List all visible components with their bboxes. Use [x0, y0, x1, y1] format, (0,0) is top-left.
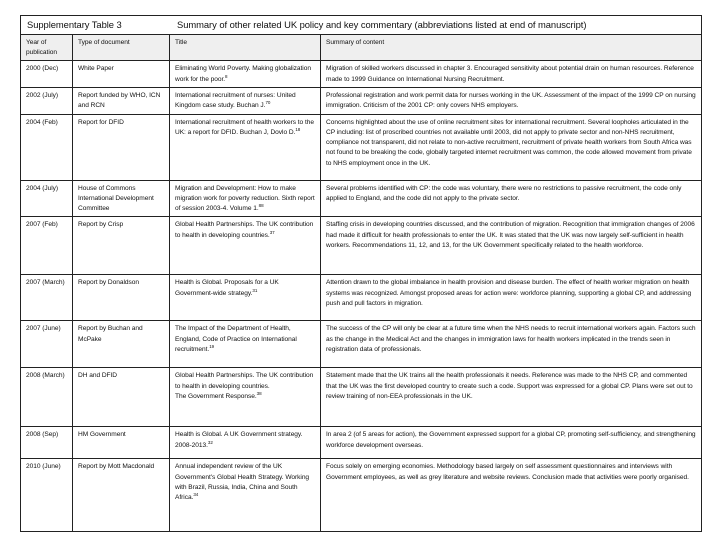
- reference-superscript: 8: [225, 73, 228, 79]
- reference-superscript: 37: [269, 229, 275, 235]
- cell-summary: Staffing crisis in developing countries discussed, and the contribution of migration. Recognition that immigration changes of 2006 had made it difficult for health professionals to enter the UK. It was stated that the UK was now largely self-sufficient in health workers. Recommendations 11, 12, and 13, for the UK Government specifically related to the health workforce.: [321, 217, 702, 275]
- cell-title: Annual independent review of the UK Government's Global Health Strategy. Working with Brazil, Russia, India, China and South Africa.$^{34}$: [170, 459, 321, 532]
- cell-year: 2004 (July): [21, 180, 73, 217]
- cell-title: International recruitment of nurses: United Kingdom case study. Buchan J.$^{70}$: [170, 87, 321, 114]
- table-row: [21, 459, 702, 532]
- cell-summary: In area 2 (of 5 areas for action), the Government expressed support for a global CP, promoting self-sufficiency, and strengthening workforce development overseas.: [321, 427, 702, 459]
- table-row: [21, 61, 702, 87]
- cell-type: Report for DFID: [73, 114, 170, 180]
- cell-summary: Focus solely on emerging economies. Methodology based largely on self assessment questionnaires and interviews with Government employees, as well as grey literature and website reviews. Conclusion made that activities were poorly organised.: [321, 459, 702, 532]
- cell-type: DH and DFID: [73, 368, 170, 427]
- cell-type: House of Commons International Development Committee: [73, 180, 170, 217]
- header-year: Year of publication: [21, 35, 73, 61]
- table-row: [21, 114, 702, 180]
- cell-year: 2008 (Sep): [21, 427, 73, 459]
- header-type: Type of document: [73, 35, 170, 61]
- cell-year: 2008 (March): [21, 368, 73, 427]
- cell-title: Global Health Partnerships. The UK contribution to health in developing countries.$^{37}$: [170, 217, 321, 275]
- reference-superscript: 70: [265, 100, 271, 106]
- reference-superscript: 38: [256, 390, 262, 396]
- cell-year: 2007 (March): [21, 275, 73, 321]
- cell-type: White Paper: [73, 61, 170, 87]
- table-row: [21, 321, 702, 368]
- cell-year: 2010 (June): [21, 459, 73, 532]
- cell-summary: Concerns highlighted about the use of online recruitment sites for international recruitment. Several loopholes articulated in the CP including: list of proscribed countries not available until 2003, did not apply to private sector and non-NHS recruitment, compliance not transparent, did not relate to non-active recruitment, recruitment of private health workers from South Africa was not found to be breaking the code, globally targeted internet recruitment was common, the code allowed movement from private to NHS employment once in the UK.: [321, 114, 702, 180]
- header-summary: Summary of content: [321, 35, 702, 61]
- reference-superscript: 19: [209, 343, 215, 349]
- cell-title: Health is Global. Proposals for a UK Government-wide strategy.$^{31}$: [170, 275, 321, 321]
- cell-title: Eliminating World Poverty. Making globalization work for the poor.$^8$: [170, 61, 321, 87]
- table-row: [21, 87, 702, 114]
- table-caption: Summary of other related UK policy and key commentary (abbreviations listed at end of manuscript): [177, 19, 587, 30]
- cell-summary: Professional registration and work permit data for nurses working in the UK. Assessment of the impact of the 1999 CP on nursing immigration. Criticism of the 2001 CP: only covers NHS employers.: [321, 87, 702, 114]
- table-title-row: [21, 16, 702, 35]
- reference-superscript: 34: [193, 492, 199, 498]
- cell-summary: Migration of skilled workers discussed in chapter 3. Encouraged sensitivity about potential drain on human resources. Reference made to 1999 Guidance on International Nursing Recruitment.: [321, 61, 702, 87]
- cell-title: Global Health Partnerships. The UK contribution to health in developing countries. The Government Response.$^{38}$: [170, 368, 321, 427]
- supplementary-table-page: [20, 15, 702, 532]
- cell-summary: The success of the CP will only be clear at a future time when the NHS needs to recruit international workers again. Factors such as the change in the Medical Act and the changes in immigration laws for health workers implicated in the trends seen in registration data of professionals.: [321, 321, 702, 368]
- table-row: [21, 180, 702, 217]
- cell-summary: Attention drawn to the global imbalance in health provision and disease burden. The effect of health worker migration on health systems was recognized. Amongst proposed areas for action were: workforce planning, supporting a global CP, and addressing push and pull factors in migration.: [321, 275, 702, 321]
- reference-superscript: 88: [258, 203, 264, 209]
- cell-type: Report by Donaldson: [73, 275, 170, 321]
- reference-superscript: 32: [207, 439, 213, 445]
- cell-year: 2007 (Feb): [21, 217, 73, 275]
- table-row: [21, 275, 702, 321]
- cell-title: International recruitment of health workers to the UK: a report for DFID. Buchan J, Dovlo D.$^{18}$: [170, 114, 321, 180]
- reference-superscript: 31: [252, 287, 258, 293]
- cell-type: Report by Buchan and McPake: [73, 321, 170, 368]
- cell-year: 2002 (July): [21, 87, 73, 114]
- cell-year: 2007 (June): [21, 321, 73, 368]
- cell-title: Health is Global. A UK Government strategy. 2008-2013.32: [170, 427, 321, 459]
- cell-type: Report funded by WHO, ICN and RCN: [73, 87, 170, 114]
- cell-type: Report by Mott Macdonald: [73, 459, 170, 532]
- policy-summary-table: [20, 15, 702, 532]
- table-row: [21, 427, 702, 459]
- table-row: [21, 368, 702, 427]
- cell-year: 2000 (Dec): [21, 61, 73, 87]
- reference-superscript: 18: [295, 127, 301, 133]
- cell-title: The Impact of the Department of Health, England, Code of Practice on International recruitment.$^{19}$: [170, 321, 321, 368]
- cell-type: HM Government: [73, 427, 170, 459]
- table-label: Supplementary Table 3: [27, 19, 122, 30]
- cell-summary: Several problems identified with CP: the code was voluntary, there were no restrictions to passive recruitment, the code only applied to England, and the code did not apply to the private sector.: [321, 180, 702, 217]
- cell-year: 2004 (Feb): [21, 114, 73, 180]
- column-header-row: [21, 35, 702, 61]
- table-row: [21, 217, 702, 275]
- header-title: Title: [170, 35, 321, 61]
- cell-summary: Statement made that the UK trains all the health professionals it needs. Reference was made to the NHS CP, and commented that the UK was the first developed country to create such a code. Support was expressed for a global CP. Plans were set out to review training of non-EEA professionals in the UK.: [321, 368, 702, 427]
- cell-title: Migration and Development: How to make migration work for poverty reduction. Sixth report of session 2003-4. Volume 1.88: [170, 180, 321, 217]
- cell-type: Report by Crisp: [73, 217, 170, 275]
